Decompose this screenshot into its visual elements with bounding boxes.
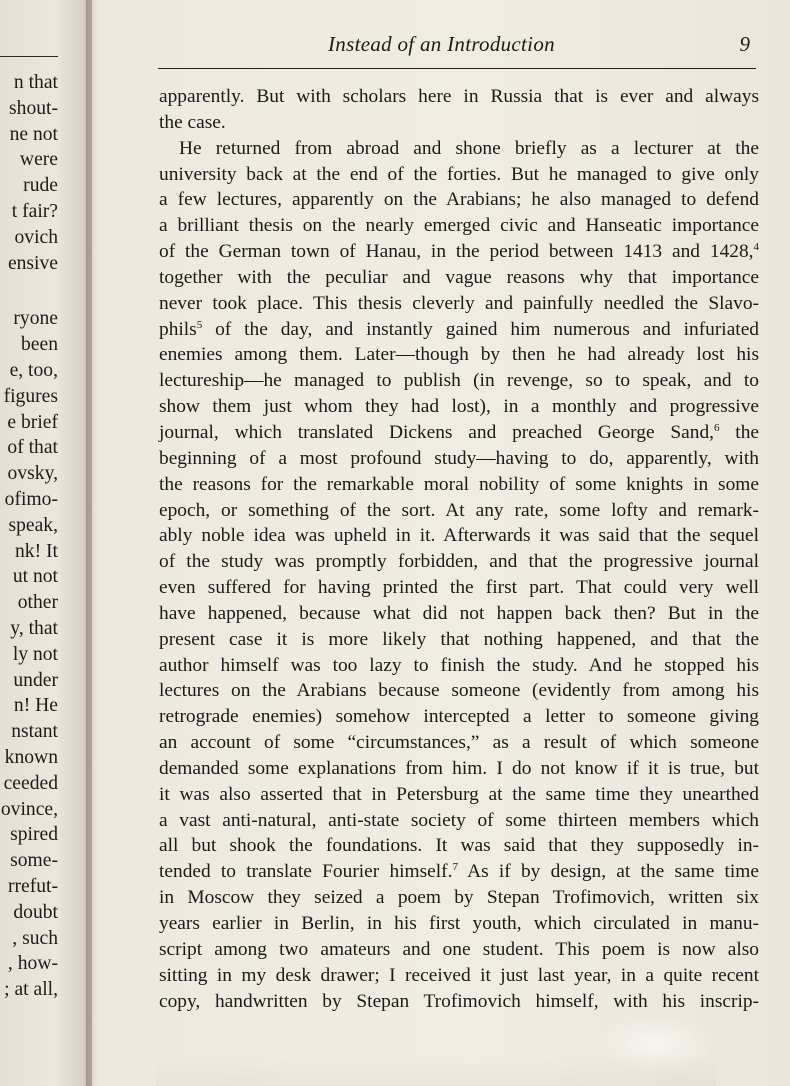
left-line: ut not: [12, 566, 58, 588]
left-line: , how-: [7, 953, 58, 975]
left-line: y, that: [10, 617, 58, 639]
body-text: [159, 84, 759, 1014]
text-line: in Moscow they seized a poem by Stepan Trofimovich, written six: [159, 887, 759, 909]
left-line: ryone: [13, 308, 58, 330]
left-line: ovsky,: [7, 463, 58, 485]
running-header: [156, 30, 758, 60]
text-fragment: phils: [159, 318, 197, 340]
header-rule: [158, 68, 756, 69]
left-line: n! He: [13, 695, 58, 717]
bottom-bleed-shadow: [156, 1058, 716, 1086]
left-line: n that: [13, 72, 58, 93]
left-line: nstant: [11, 721, 58, 743]
left-line: figures: [3, 385, 58, 407]
footnote-marker-7[interactable]: 7: [452, 861, 458, 874]
left-line: ensive: [7, 252, 58, 274]
left-line: ovince,: [0, 798, 58, 820]
left-line: e, too,: [9, 359, 58, 381]
text-fragment: the: [719, 421, 759, 443]
text-line: together with the peculiar and vague reasons why that importance: [159, 266, 759, 288]
footnote-marker-5[interactable]: 5: [196, 318, 203, 331]
text-line: even suffered for having printed the first part. That could very well: [159, 577, 759, 599]
book-gutter-shadow: [86, 0, 100, 1086]
left-line: rrefut-: [7, 875, 58, 897]
text-line: [159, 420, 759, 446]
text-fragment: As if by design, at the same time: [457, 861, 759, 883]
left-line: ofimo-: [4, 488, 58, 510]
text-line: copy, handwritten by Stepan Trofimovich himself, with his inscrip-: [159, 990, 759, 1012]
running-title: Instead of an Introduction: [328, 32, 555, 56]
left-line: doubt: [13, 901, 58, 923]
left-line: ne not: [9, 123, 58, 145]
text-line: a few lectures, apparently on the Arabians; he also managed to defend: [159, 189, 759, 211]
footnote-marker-4[interactable]: 4: [753, 241, 759, 254]
left-line: speak,: [8, 514, 58, 536]
left-line: other: [17, 592, 58, 614]
left-line: some-: [10, 850, 58, 872]
left-line: ly not: [12, 643, 58, 665]
text-line: [159, 859, 759, 885]
text-fragment: of the day, and instantly gained him numerous and infuriated: [202, 318, 759, 340]
text-line: beginning of a most profound study—having to do, apparently, with: [159, 447, 759, 469]
text-line: lectureship—he managed to publish (in revenge, so to speak, and to: [159, 370, 759, 392]
text-line: university back at the end of the forties. But he managed to give only: [159, 163, 759, 185]
left-line: ovich: [14, 226, 58, 248]
right-page: [100, 0, 790, 1086]
left-line: under: [13, 669, 58, 691]
text-line: have happened, because what did not happen back then? But in the: [159, 602, 759, 624]
text-line: [159, 317, 759, 343]
text-line: lectures on the Arabians because someone (evidently from among his: [159, 680, 759, 702]
left-page-text: [1, 70, 58, 1003]
text-line: present case it is more likely that nothing happened, and that the: [159, 628, 759, 650]
text-line: show them just whom they had lost), in a monthly and progressive: [159, 396, 759, 418]
left-line: were: [19, 149, 58, 171]
text-line: a vast anti-natural, anti-state society of some thirteen members which: [159, 809, 759, 831]
left-page: [0, 0, 92, 1086]
text-line: all but shook the foundations. It was said that they supposedly in-: [159, 835, 759, 857]
footnote-marker-6[interactable]: 6: [714, 421, 720, 434]
left-paragraph-gap: [1, 276, 58, 306]
left-line: been: [21, 334, 58, 356]
left-line: ceeded: [3, 772, 58, 794]
left-line: ; at all,: [4, 979, 58, 1001]
text-line: it was also asserted that in Petersburg at the same time they unearthed: [159, 783, 759, 805]
text-line: [159, 239, 759, 265]
left-line: nk! It: [15, 540, 58, 562]
text-line: a brilliant thesis on the nearly emerged civic and Hanseatic importance: [159, 215, 759, 237]
text-line: epoch, or something of the sort. At any rate, some lofty and remark-: [159, 499, 759, 521]
text-line: never took place. This thesis cleverly and painfully needled the Slavo-: [159, 292, 759, 314]
text-line: He returned from abroad and shone briefly as a lecturer at the: [179, 137, 759, 159]
left-header-rule: [0, 56, 58, 57]
text-line: apparently. But with scholars here in Russia that is ever and always: [159, 86, 759, 107]
text-line: years earlier in Berlin, in his first youth, which circulated in manu-: [159, 913, 759, 934]
text-line: of the study was promptly forbidden, and that the progressive journal: [159, 551, 759, 573]
text-line: an account of some “circumstances,” as a result of which someone: [159, 732, 759, 754]
text-line: demanded some explanations from him. I do not know if it is true, but: [159, 757, 759, 779]
text-line: ably noble idea was upheld in it. Afterwards it was said that the sequel: [159, 525, 759, 547]
left-line: , such: [12, 927, 58, 949]
text-fragment: journal, which translated Dickens and preached George Sand,: [159, 421, 714, 443]
text-line: retrograde enemies) somehow intercepted a letter to someone giving: [159, 706, 759, 728]
left-line: t fair?: [11, 200, 58, 222]
left-line: e brief: [7, 411, 58, 433]
left-line: of that: [7, 437, 58, 459]
text-line: author himself was too lazy to finish the study. And he stopped his: [159, 654, 759, 676]
text-fragment: tended to translate Fourier himself.: [159, 861, 453, 883]
text-line: the case.: [159, 111, 226, 133]
page-number: 9: [739, 32, 750, 56]
left-line: rude: [23, 175, 58, 197]
text-line: sitting in my desk drawer; I received it just last year, in a quite recent: [159, 964, 759, 986]
text-line: enemies among them. Later—though by then he had already lost his: [159, 344, 759, 366]
left-line: known: [4, 746, 58, 768]
left-line: spired: [10, 824, 58, 846]
text-line: the reasons for the remarkable moral nobility of some knights in some: [159, 473, 759, 495]
text-fragment: of the German town of Hanau, in the period between 1413 and 1428,: [159, 241, 754, 263]
text-line: script among two amateurs and one student. This poem is now also: [159, 938, 759, 960]
left-line: shout-: [9, 97, 58, 119]
